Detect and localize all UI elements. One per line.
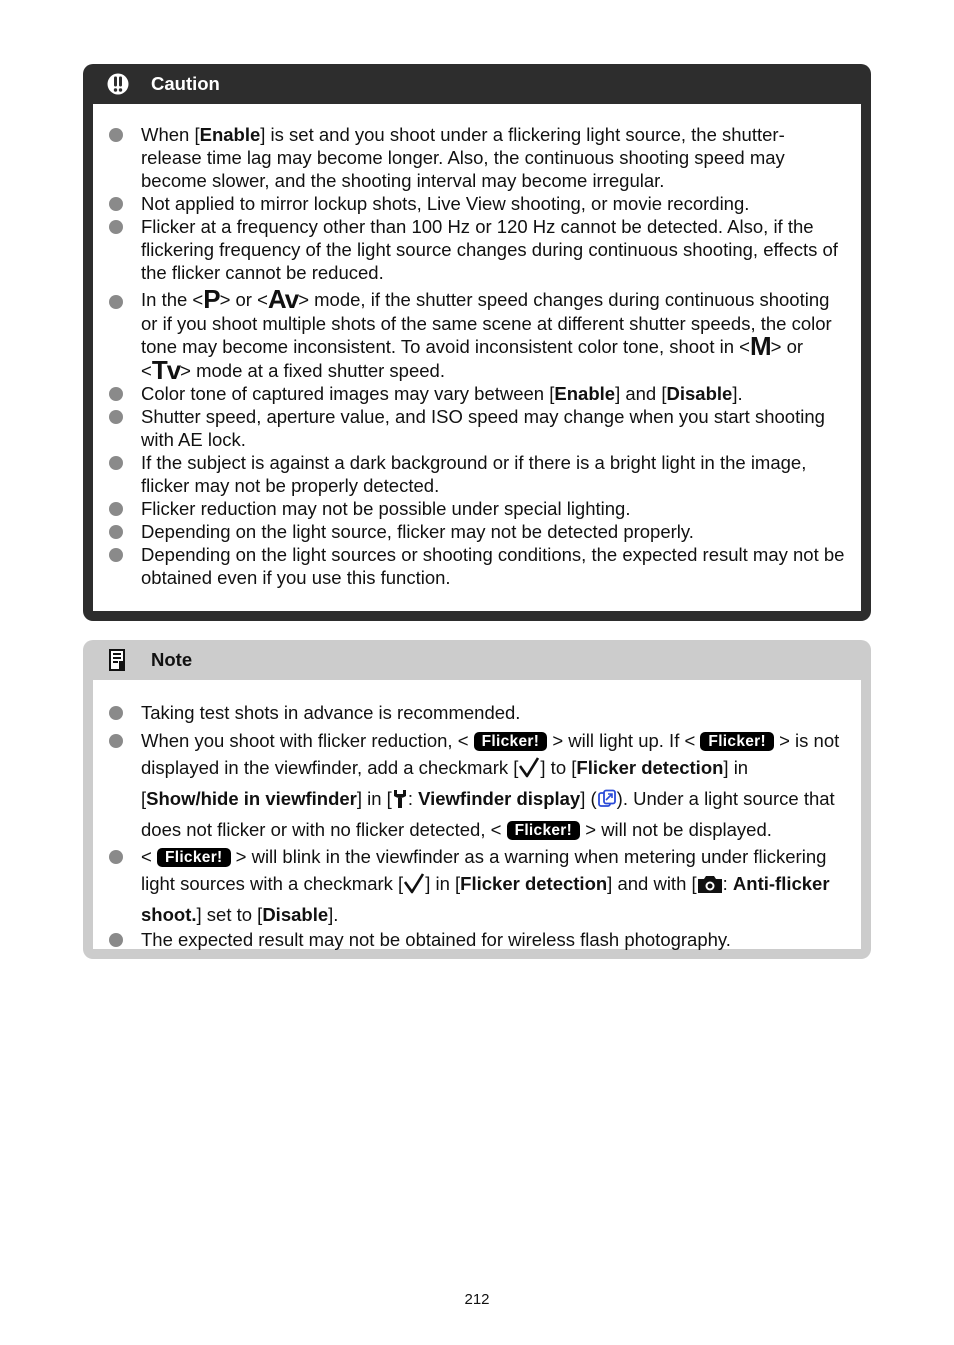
note-item: The expected result may not be obtained for wireless flash photography. (101, 928, 845, 951)
note-item: When you shoot with flicker reduction, < Flicker! > will light up. If < Flicker! > is not displayed in the viewfinder, add a checkmark [ ] to [Flicker detection] in [Show/hide in viewfinder] in [ : Viewfinder display] ( ). Under a light source that does not flicker or with no flicker detected, < Flicker! > will not be displayed. (101, 727, 845, 843)
checkmark-icon (518, 756, 540, 785)
note-box (83, 640, 871, 959)
flicker-badge: Flicker! (507, 821, 581, 840)
page-link-icon[interactable] (597, 789, 617, 816)
caution-item: Depending on the light sources or shooting conditions, the expected result may not be obtained even if you use this function. (101, 543, 845, 589)
caution-box (83, 64, 871, 621)
flicker-badge: Flicker! (700, 732, 774, 751)
caution-list (101, 123, 845, 589)
mode-p-icon: P (203, 284, 220, 314)
caution-title: Caution (151, 73, 220, 94)
caution-item: When [Enable] is set and you shoot under a flickering light source, the shutter-release time lag may become longer. Also, the continuous shooting speed may become slower, and the shooting interval may become irregular. (101, 123, 845, 192)
caution-body (93, 104, 861, 611)
camera-icon (697, 874, 723, 901)
caution-item: Not applied to mirror lockup shots, Live View shooting, or movie recording. (101, 192, 845, 215)
checkmark-icon (403, 872, 425, 901)
note-body (93, 680, 861, 949)
caution-item: Flicker at a frequency other than 100 Hz or 120 Hz cannot be detected. Also, if the flickering frequency of the light source changes during continuous shooting, effects of the flicker cannot be reduced. (101, 215, 845, 284)
flicker-badge: Flicker! (474, 732, 548, 751)
mode-m-icon: M (749, 331, 771, 361)
page-number: 212 (464, 1291, 490, 1308)
caution-item: In the <P> or <Av> mode, if the shutter speed changes during continuous shooting or if you shoot multiple shots of the same scene at different shutter speeds, the color tone may become inconsistent. To avoid inconsistent color tone, shoot in <M> or <Tv> mode at a fixed shutter speed. (101, 288, 845, 382)
note-item: Taking test shots in advance is recommended. (101, 701, 845, 724)
caution-item: Flicker reduction may not be possible under special lighting. (101, 497, 845, 520)
caution-item: Shutter speed, aperture value, and ISO speed may change when you start shooting with AE lock. (101, 405, 845, 451)
note-header (93, 640, 861, 680)
mode-tv-icon: Tv (151, 354, 181, 385)
caution-icon (107, 73, 129, 95)
caution-item: If the subject is against a dark background or if there is a bright light in the image, flicker may not be properly detected. (101, 451, 845, 497)
note-item: < Flicker! > will blink in the viewfinder as a warning when metering under flickering light sources with a checkmark [ ] in [Flicker detection] and with [ : Anti-flicker shoot.] set to [Disable]. (101, 843, 845, 928)
caution-item: Color tone of captured images may vary between [Enable] and [Disable]. (101, 382, 845, 405)
flicker-badge: Flicker! (157, 848, 231, 867)
wrench-icon (392, 789, 408, 816)
note-list (101, 701, 845, 951)
note-icon (107, 649, 129, 671)
note-title: Note (151, 649, 193, 670)
caution-item: Depending on the light source, flicker may not be detected properly. (101, 520, 845, 543)
mode-av-icon: Av (267, 284, 299, 314)
caution-header (93, 64, 861, 104)
